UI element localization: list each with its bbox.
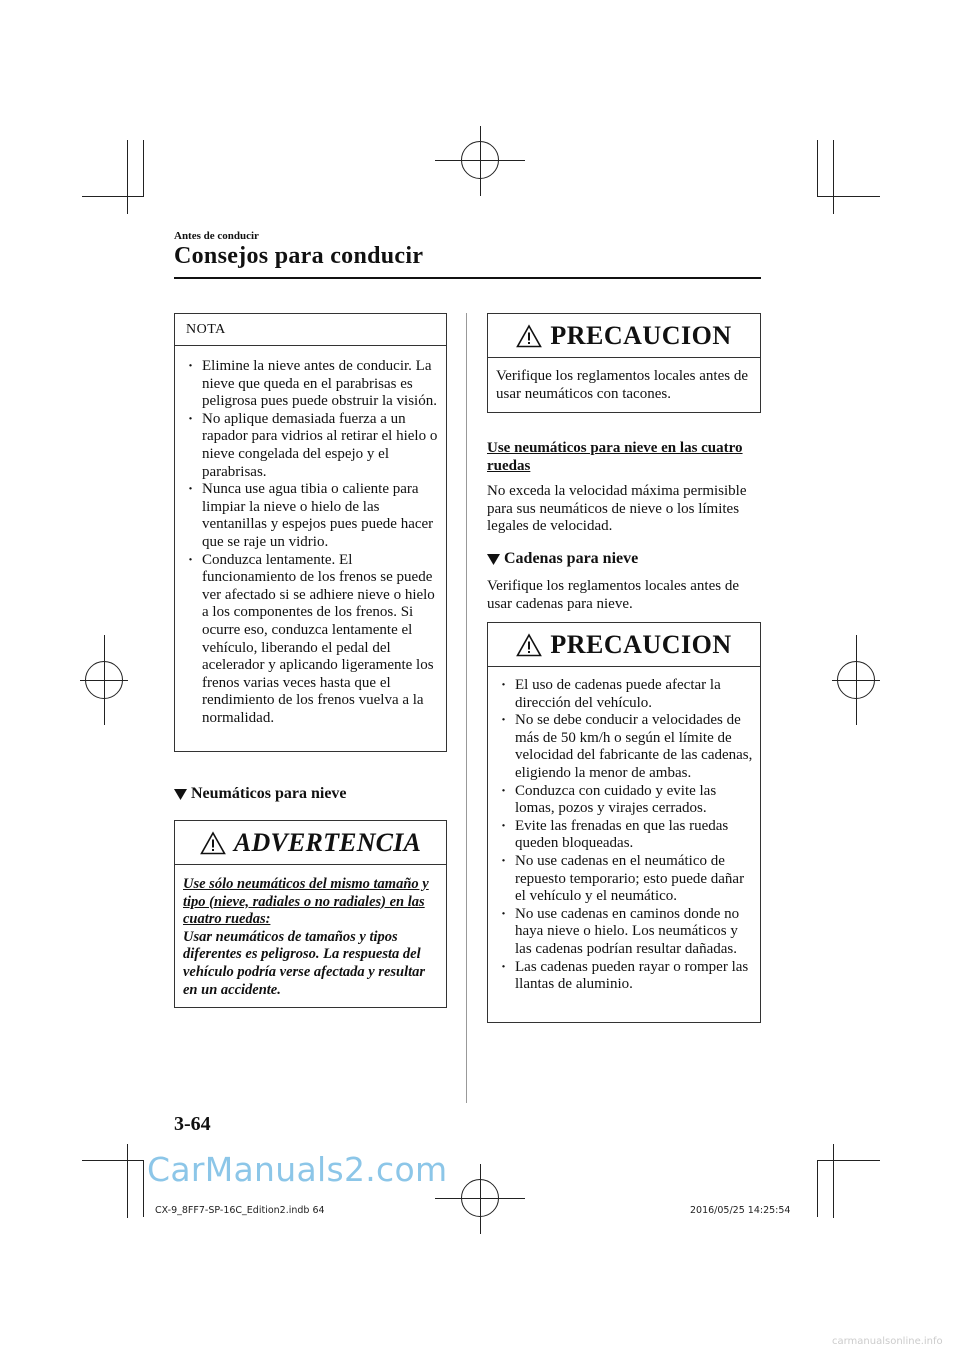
snow-tires-heading-text: Neumáticos para nieve: [191, 785, 347, 802]
header-rule: [174, 277, 761, 279]
warning-triangle-icon: [516, 633, 542, 657]
list-item: · No se debe conducir a velocidades de más de 50 km/h o según el límite de velocidad del fabricante de las cadenas, eligiendo la menor de ambas.: [488, 712, 755, 782]
warning-header: [175, 821, 446, 865]
file-name: CX-9_8FF7-SP-16C_Edition2.indb 64: [155, 1205, 325, 1216]
warning-triangle-icon: [516, 324, 542, 348]
list-item: · No use cadenas en el neumático de repuesto temporario; esto puede dañar el vehículo y el neumático.: [488, 853, 755, 906]
page-title: Consejos para conducir: [174, 243, 424, 269]
warning-label: ADVERTENCIA: [233, 827, 422, 857]
warning-body: Usar neumáticos de tamaños y tipos diferentes es peligroso. La respuesta del vehículo podría verse afectada y resultar en un accidente.: [183, 928, 426, 998]
snow-tires-heading: [174, 785, 347, 803]
chains-heading: [487, 550, 638, 568]
caution-header-2: [488, 623, 760, 667]
site-credit: carmanualsonline.info: [832, 1336, 943, 1347]
note-list: [175, 346, 446, 727]
caution-label-2: PRECAUCION: [550, 629, 732, 659]
section-label: Antes de conducir: [174, 230, 259, 242]
list-item: · Conduzca con cuidado y evite las lomas, pozos y virajes cerrados.: [488, 783, 755, 818]
watermark-logo: CarManuals2.com: [147, 1150, 448, 1189]
caution-box-1: [487, 313, 761, 413]
list-item: · Nunca use agua tibia o caliente para limpiar la nieve o hielo de las ventanillas y espejos pues puede hacer que se raje un vidrio.: [175, 481, 440, 551]
note-label: NOTA: [175, 314, 446, 346]
note-box: [174, 313, 447, 752]
warning-lead: Use sólo neumáticos del mismo tamaño y tipo (nieve, radiales o no radiales) en las cuatro ruedas:: [183, 876, 429, 928]
triangle-down-icon: [174, 789, 187, 800]
list-item: · El uso de cadenas puede afectar la dirección del vehículo.: [488, 677, 755, 712]
chains-heading-text: Cadenas para nieve: [504, 550, 639, 567]
column-divider: [466, 313, 467, 1103]
list-item: · Evite las frenadas en que las ruedas queden bloqueadas.: [488, 818, 755, 853]
caution-header-1: [488, 314, 760, 358]
list-item: · No aplique demasiada fuerza a un rapador para vidrios al retirar el hielo o nieve congelada del espejo y el parabrisas.: [175, 411, 440, 481]
caution-text-1: Verifique los reglamentos locales antes de usar neumáticos con tacones.: [496, 368, 748, 402]
warning-box: [174, 820, 447, 1008]
warning-triangle-icon: [200, 831, 226, 855]
list-item: · No use cadenas en caminos donde no haya nieve o hielo. Los neumáticos y las cadenas podrían resultar dañadas.: [488, 906, 755, 959]
four-wheels-text: No exceda la velocidad máxima permisible para sus neumáticos de nieve o los límites legales de velocidad.: [487, 483, 747, 535]
caution-box-2: [487, 622, 761, 1023]
chains-text: Verifique los reglamentos locales antes de usar cadenas para nieve.: [487, 578, 739, 612]
timestamp: 2016/05/25 14:25:54: [690, 1205, 791, 1216]
page-number: 3-64: [174, 1113, 211, 1135]
caution-list: [488, 667, 760, 994]
caution-label-1: PRECAUCION: [550, 320, 732, 350]
triangle-down-icon: [487, 554, 500, 565]
four-wheels-heading: Use neumáticos para nieve en las cuatro ruedas: [487, 440, 743, 474]
list-item: · Elimine la nieve antes de conducir. La nieve que queda en el parabrisas es peligrosa pues puede obstruir la visión.: [175, 358, 440, 411]
list-item: · Conduzca lentamente. El funcionamiento de los frenos se puede ver afectado si se adhiere nieve o hielo a los componentes de los frenos. Si ocurre eso, conduzca lentamente el vehículo, liberando el pedal del acelerador y aplicando ligeramente los frenos varias veces hasta que el rendimiento de los frenos vuelva a la normalidad.: [175, 552, 440, 728]
list-item: · Las cadenas pueden rayar o romper las llantas de aluminio.: [488, 959, 755, 994]
